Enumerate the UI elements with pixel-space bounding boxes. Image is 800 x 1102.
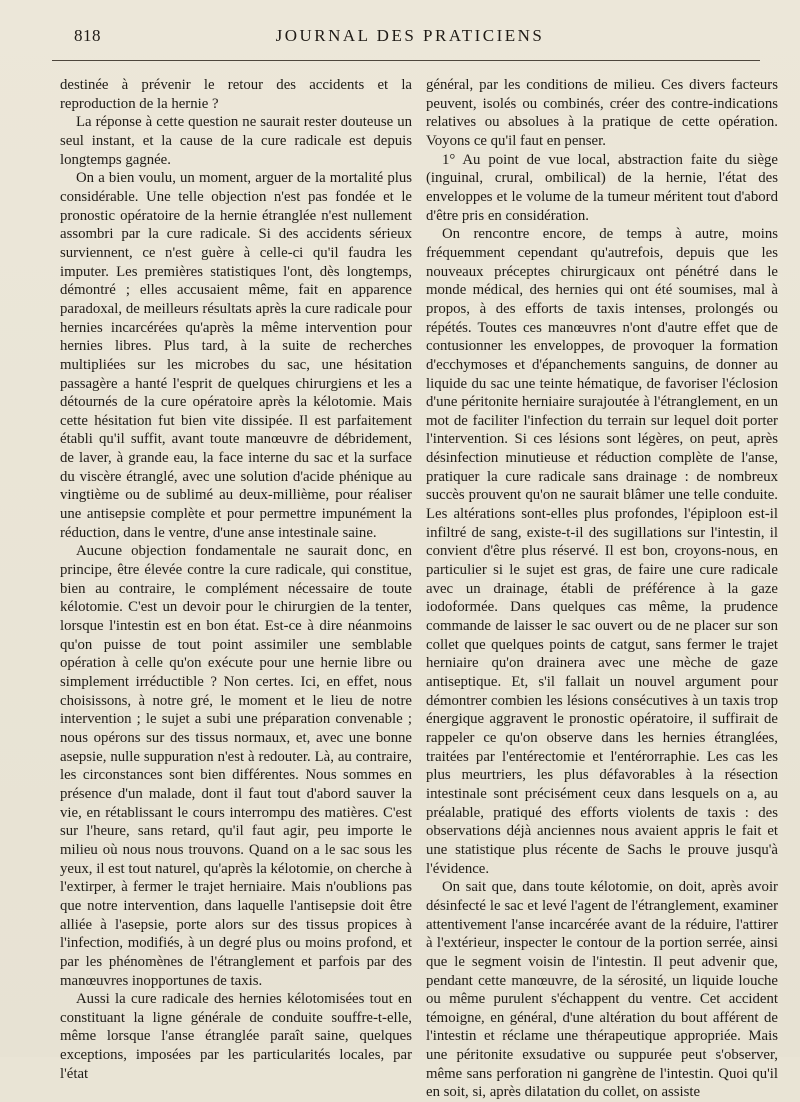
paragraph: On rencontre encore, de temps à autre, moins fréquemment cependant qu'autrefois, depuis que les nouveaux préceptes chirurgicaux ont pénétré dans le monde médical, des hernies qui ont été soumises, mal à propos, à des efforts de taxis intenses, prolongés ou répétés. Toutes ces manœuvres n'ont d'autre effet que de contusionner les enveloppes, de provoquer la formation d'ecchymoses et d'épanchements sanguins, de donner au liquide du sac une teinte hématique, de favoriser l'éclosion d'une péritonite herniaire surajoutée à l'étranglement, en un mot de faciliter l'infection du terrain sur lequel doit porter l'intervention. Si ces lésions sont légères, on peut, après désinfection minutieuse et réduction complète de l'anse, pratiquer la cure radicale sans drainage : de nombreux succès prouvent qu'on ne saurait blâmer une telle conduite. Les altérations sont-elles plus profondes, l'épiploon est-il infiltré de sang, existe-t-il des sugillations sur l'intestin, il convient d'être plus réservé. Il est bon, croyons-nous, en particulier si le sujet est gras, de faire une cure radicale avec un drainage, établi de préférence à la gaze iodoformée. Dans quelques cas même, la prudence commande de laisser le sac ouvert ou de ne placer sur son collet que quelques points de catgut, sans fermer le trajet herniaire qu'on drainera avec une mèche de gaze antiseptique. Et, s'il fallait un nouvel argument pour démontrer combien les lésions consécutives à un taxis trop énergique aggravent le pronostic opératoire, il suffirait de rappeler ce qu'on observe dans les hernies étranglées, traitées par l'entérectomie et l'entérorraphie. Les cas les plus meurtriers, les plus défavorables à la résection intestinale sont précisément ceux dans lesquels on a, au préalable, pratiqué des efforts violents de taxis : des observations déjà anciennes nous avaient appris le fait et une statistique plus récente de Sachs le prouve jusqu'à l'évidence. — [426, 226, 778, 877]
paragraph: Aucune objection fondamentale ne saurait donc, en principe, être élevée contre la cure radicale, qui constitue, bien au contraire, le complément nécessaire de toute kélotomie. C'est un devoir pour le chirurgien de la tenter, lorsque l'intestin est en bon état. Est-ce à dire néanmoins qu'on puisse de tout point assimiler une semblable opération à celle qu'on exécute pour une hernie libre ou simplement irréductible ? Non certes. Ici, en effet, nous choisissons, à notre gré, le moment et le lieu de notre intervention ; le sujet a subi une préparation convenable ; nous opérons sur des tissus normaux, et, avec une bonne asepsie, nulle suppuration n'est à redouter. Là, au contraire, les circonstances sont bien différentes. Nous sommes en présence d'un malade, dont il faut tout d'abord sauver la vie, en rétablissant le cours interrompu des matières. C'est sur l'heure, sans retard, qu'il faut agir, peu importe le milieu où nous nous trouvons. Quand on a le sac sous les yeux, il est tout naturel, qu'après la kélotomie, on cherche à l'extirper, à fermer le trajet herniaire. Mais n'oublions pas que notre intervention, dans laquelle l'antisepsie doit être alliée à l'asepsie, porte alors sur des tissus propices à l'infection, modifiés, à un degré plus ou moins profond, et par les phénomènes de l'étranglement et parfois par des manœuvres inopportunes de taxis. — [60, 543, 412, 989]
paragraph: Aussi la cure radicale des hernies kélotomisées tout en constituant la ligne générale de conduite souffre-t-elle, même lorsque l'anse étranglée paraît saine, quelques exceptions, imposées par les particularités locales, par l'état — [60, 991, 412, 1082]
paragraph: destinée à prévenir le retour des accidents et la reproduction de la hernie ? — [60, 77, 412, 112]
paragraph: On sait que, dans toute kélotomie, on doit, après avoir désinfecté le sac et levé l'agent de l'étranglement, examiner attentivement l'anse incarcérée avant de la réduire, l'attirer à l'extérieur, inspecter le contour de la portion serrée, ainsi que le segment voisin de l'intestin. Il peut advenir que, pendant cette manœuvre, de la sérosité, un liquide louche ou même purulent s'échappent du ventre. Cet accident témoigne, en général, d'une altération du bout afférent de l'intestin et réclame une thérapeutique appropriée. Mais une péritonite exsudative ou suppurée peut s'observer, même sans perforation ni gangrène de l'intestin. Quoi qu'il en soit, si, après dilatation du collet, on assiste — [426, 879, 778, 1101]
text-columns — [60, 76, 778, 1101]
right-column — [426, 76, 778, 1101]
running-header — [60, 26, 760, 48]
paragraph: 1° Au point de vue local, abstraction faite du siège (inguinal, crural, ombilical) de la hernie, l'état des enveloppes et le volume de la tumeur méritent tout d'abord d'être pris en considération. — [426, 151, 778, 224]
journal-title: JOURNAL DES PRATICIENS — [275, 26, 545, 45]
paragraph: On a bien voulu, un moment, arguer de la mortalité plus considérable. Une telle objection n'est pas fondée et le pronostic opératoire de la hernie étranglée n'est nullement assombri par la cure radicale. Si des accidents sérieux surviennent, ce n'est guère à celle-ci qu'il faudra les imputer. Les premières statistiques l'ont, dès longtemps, démontré ; elles accusaient même, fait en apparence paradoxal, de meilleurs résultats après la cure radicale pour hernies incarcérées qu'après la même intervention pour hernies libres. Plus tard, à la suite de recherches multipliées sur les microbes du sac, une hésitation passagère a hanté l'esprit de quelques chirurgiens et les a détournés de la cure opératoire après la kélotomie. Mais cette hésitation fut bien vite dissipée. Il est parfaitement établi qu'il suffit, avant toute manœuvre de débridement, de laver, à grande eau, la face interne du sac et la surface du viscère étranglé, avec une solution d'acide phénique au vingtième ou de sublimé au deux-millième, pour réaliser une antisepsie complète et pour permettre impunément la réduction, dans le ventre, d'une anse intestinale saine. — [60, 170, 412, 541]
left-column — [60, 76, 412, 1082]
paragraph: La réponse à cette question ne saurait rester douteuse un seul instant, et la cause de la cure radicale est depuis longtemps gagnée. — [60, 114, 412, 168]
paragraph: général, par les conditions de milieu. Ces divers facteurs peuvent, isolés ou combinés, créer des contre-indications relatives ou absolues à la pratique de cette opération. Voyons ce qu'il faut en penser. — [426, 77, 778, 149]
header-rule — [52, 60, 760, 61]
page-number: 818 — [74, 26, 101, 45]
